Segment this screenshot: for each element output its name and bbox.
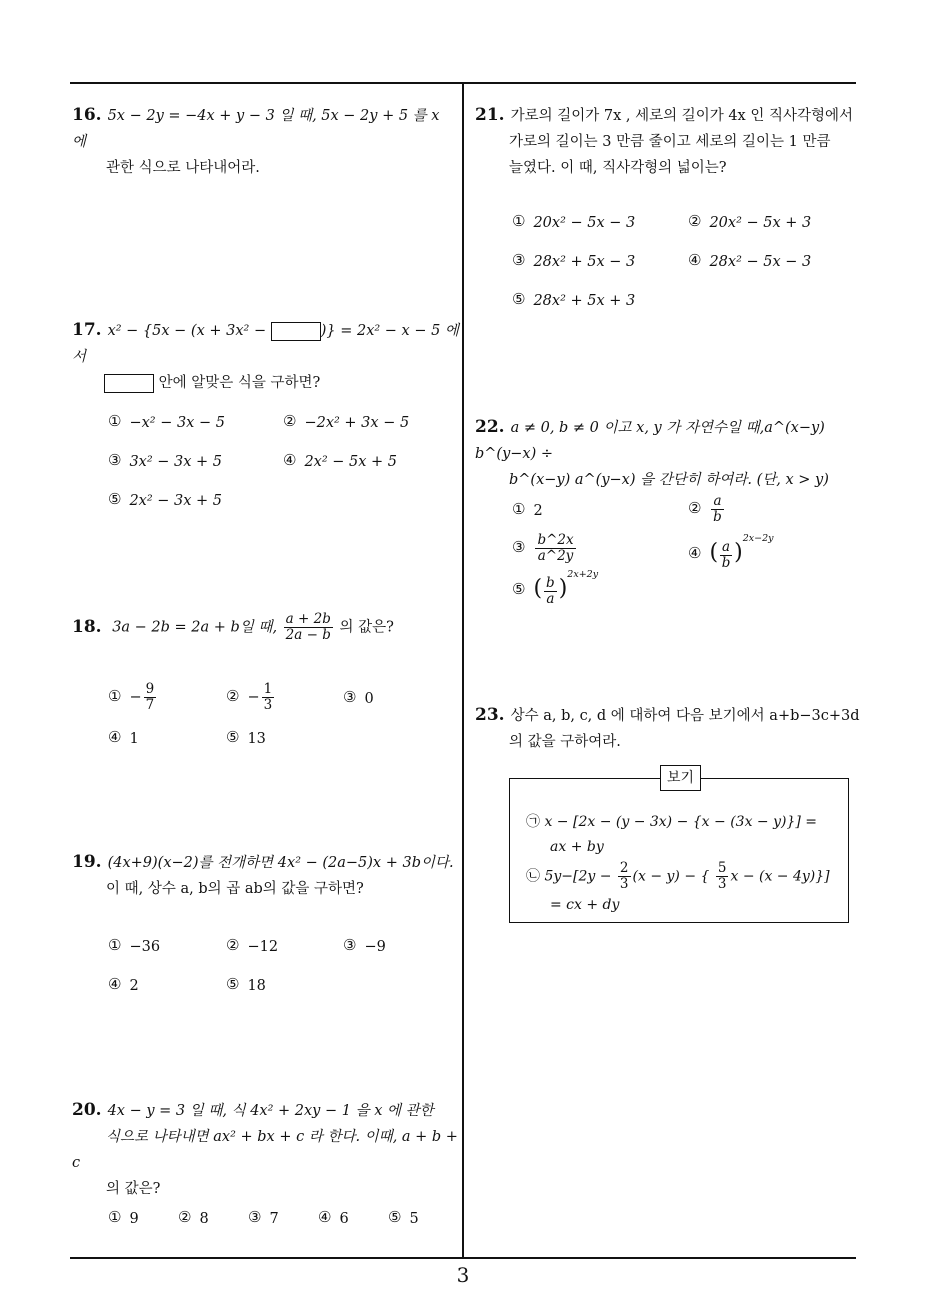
- numerator: b: [546, 574, 555, 591]
- option-text: 28x² + 5x − 3: [533, 254, 636, 270]
- option-mark: ③: [343, 936, 357, 954]
- option-text: 2x² − 3x + 5: [129, 493, 223, 509]
- question-number: 18.: [72, 616, 102, 637]
- option-mark: ①: [108, 412, 122, 430]
- item-mark: ㉡: [526, 868, 540, 885]
- answer-blank: [271, 322, 321, 341]
- option-text: −9: [364, 939, 386, 955]
- question-number: 16.: [72, 105, 102, 125]
- question-19: [72, 849, 462, 902]
- question-text: 상수 a, b, c, d 에 대하여 다음 보기에서 a+b−3c+3d: [510, 708, 860, 724]
- option-text: 5: [409, 1211, 419, 1227]
- option-4[interactable]: [318, 1210, 349, 1227]
- question-text: 가로의 길이는 3 만큼 줄이고 세로의 길이는 1 만큼: [509, 134, 831, 150]
- fraction: [716, 861, 729, 892]
- option-4[interactable]: [688, 253, 811, 270]
- option-1[interactable]: [108, 938, 160, 955]
- option-2[interactable]: [283, 414, 409, 431]
- option-text: −x² − 3x − 5: [129, 415, 225, 431]
- option-mark: ②: [226, 686, 240, 705]
- question-text: 의 값은?: [106, 1181, 161, 1197]
- option-mark: ③: [108, 451, 122, 469]
- paren-right: ): [558, 576, 568, 601]
- question-number: 17.: [72, 320, 102, 340]
- option-1[interactable]: [108, 414, 225, 431]
- option-2[interactable]: [226, 682, 276, 713]
- question-text: 의 값은?: [339, 619, 394, 636]
- question-number: 20.: [72, 1100, 102, 1120]
- option-mark: ④: [108, 975, 122, 993]
- question-20: [72, 1097, 462, 1202]
- question-18: [72, 612, 462, 643]
- option-mark: ③: [248, 1208, 262, 1226]
- bogi-item-1-cont: ax + by: [550, 839, 604, 855]
- question-16: [72, 102, 457, 181]
- option-mark: ⑤: [226, 728, 240, 746]
- option-2[interactable]: [688, 214, 811, 231]
- option-3[interactable]: [108, 453, 222, 470]
- question-text: 관한 식으로 나타내어라.: [106, 160, 260, 176]
- question-21: [475, 102, 865, 181]
- option-text: 2x² − 5x + 5: [304, 454, 398, 470]
- numerator: 9: [145, 681, 155, 697]
- option-text: 28x² − 5x − 3: [709, 254, 812, 270]
- fraction: [262, 682, 275, 713]
- item-text: 5y−[2y −: [544, 868, 612, 885]
- option-text: −2x² + 3x − 5: [304, 415, 410, 431]
- denominator: 3: [619, 876, 629, 892]
- question-text: 가로의 길이가 7x , 세로의 길이가 4x 인 직사각형에서: [510, 108, 853, 124]
- option-text: 6: [339, 1211, 349, 1227]
- option-5[interactable]: [108, 492, 222, 509]
- question-17: [72, 317, 462, 396]
- option-mark: ④: [318, 1208, 332, 1226]
- option-text: 18: [247, 978, 266, 994]
- option-mark: ④: [108, 728, 122, 746]
- option-3[interactable]: [343, 690, 374, 707]
- option-4[interactable]: [283, 453, 397, 470]
- option-text: 20x² − 5x − 3: [533, 215, 636, 231]
- option-mark: ②: [688, 212, 702, 230]
- option-sign: −: [129, 689, 142, 706]
- question-text: 늘였다. 이 때, 직사각형의 넓이는?: [509, 160, 727, 176]
- option-5[interactable]: [512, 569, 598, 607]
- option-3[interactable]: [248, 1210, 279, 1227]
- option-sign: −: [247, 689, 260, 706]
- question-text: 안에 알맞은 식을 구하면?: [158, 375, 321, 391]
- option-5[interactable]: [226, 730, 266, 747]
- option-mark: ①: [512, 212, 526, 230]
- option-2[interactable]: [178, 1210, 209, 1227]
- paren-left: (: [709, 540, 719, 565]
- option-text: 7: [269, 1211, 279, 1227]
- option-mark: ⑤: [226, 975, 240, 993]
- bogi-box: [509, 770, 849, 923]
- question-number: 23.: [475, 705, 505, 725]
- numerator: 5: [717, 860, 727, 876]
- fraction: [618, 861, 631, 892]
- item-text: x − [2x − (y − 3x) − {x − (3x − y)}] =: [544, 814, 818, 830]
- option-text: 28x² + 5x + 3: [533, 293, 636, 309]
- question-number: 21.: [475, 105, 505, 125]
- question-text: 이 때, 상수 a, b의 곱 ab의 값을 구하면?: [106, 881, 364, 897]
- option-text: 0: [364, 691, 374, 707]
- fraction: [720, 540, 732, 571]
- option-3[interactable]: [512, 533, 578, 564]
- option-mark: ⑤: [108, 490, 122, 508]
- bogi-item-1: [526, 811, 817, 831]
- question-number: 19.: [72, 852, 102, 872]
- option-text: 3x² − 3x + 5: [129, 454, 223, 470]
- exponent: 2x−2y: [742, 533, 774, 544]
- question-text: 의 값을 구하여라.: [509, 734, 621, 750]
- option-4[interactable]: [688, 533, 773, 571]
- question-text: 3a − 2b = 2a + b일 때,: [112, 619, 278, 636]
- option-text: 9: [129, 1211, 139, 1227]
- option-1[interactable]: [512, 502, 543, 519]
- paren-left: (: [533, 576, 543, 601]
- option-text: −12: [247, 939, 279, 955]
- option-3[interactable]: [343, 938, 386, 955]
- option-text: 1: [129, 731, 139, 747]
- denominator: b: [713, 509, 722, 525]
- question-text: b^(x−y) a^(y−x) 을 간단히 하여라. (단, x > y): [509, 472, 829, 488]
- option-text: 2: [129, 978, 139, 994]
- denominator: b: [721, 554, 731, 571]
- fraction: [284, 612, 333, 643]
- option-4[interactable]: [108, 730, 139, 747]
- option-text: 2: [533, 503, 543, 519]
- denominator: 3: [717, 876, 727, 892]
- denominator: a: [546, 590, 555, 607]
- denominator: 3: [263, 697, 273, 713]
- option-mark: ②: [226, 936, 240, 954]
- option-mark: ⑤: [388, 1208, 402, 1226]
- option-mark: ④: [688, 544, 702, 562]
- question-23: [475, 702, 865, 755]
- option-mark: ②: [283, 412, 297, 430]
- item-text: x − (x − 4y)}]: [730, 868, 830, 885]
- page-number: 3: [456, 1263, 470, 1287]
- option-1[interactable]: [108, 682, 158, 713]
- option-5[interactable]: [512, 292, 635, 309]
- option-text: 8: [199, 1211, 209, 1227]
- paren-right: ): [734, 540, 743, 565]
- option-mark: ③: [343, 688, 357, 706]
- exponent: 2x+2y: [567, 569, 599, 580]
- denominator: 7: [145, 697, 155, 713]
- option-2[interactable]: [688, 494, 726, 525]
- option-mark: ④: [283, 451, 297, 469]
- numerator: a + 2b: [285, 611, 331, 627]
- question-text: x² − {5x − (x + 3x² −: [107, 323, 267, 339]
- option-3[interactable]: [512, 253, 635, 270]
- option-mark: ⑤: [512, 290, 526, 308]
- option-mark: ①: [108, 1208, 122, 1226]
- option-text: −36: [129, 939, 161, 955]
- fraction: [535, 533, 575, 564]
- question-text: (4x+9)(x−2)를 전개하면 4x² − (2a−5)x + 3b이다.: [107, 855, 454, 871]
- option-mark: ②: [688, 498, 702, 517]
- question-number: 22.: [475, 417, 505, 437]
- option-mark: ①: [108, 936, 122, 954]
- item-text: (x − y) − {: [632, 868, 710, 885]
- denominator: a^2y: [537, 548, 574, 564]
- option-1[interactable]: [108, 1210, 139, 1227]
- option-mark: ①: [108, 686, 122, 705]
- option-mark: ④: [688, 251, 702, 269]
- bogi-title: 보기: [660, 765, 701, 791]
- question-22: [475, 414, 865, 493]
- answer-blank: [104, 374, 154, 393]
- option-text: 20x² − 5x + 3: [709, 215, 812, 231]
- fraction: [144, 682, 157, 713]
- option-5[interactable]: [388, 1210, 419, 1227]
- question-text: a ≠ 0, b ≠ 0 이고 x, y 가 자연수일 때,a^(x−y) b^(y−x) ÷: [475, 420, 825, 462]
- numerator: a: [713, 493, 722, 509]
- option-mark: ③: [512, 251, 526, 269]
- item-mark: ㉠: [526, 814, 540, 830]
- fraction: [711, 494, 723, 525]
- option-2[interactable]: [226, 938, 278, 955]
- option-1[interactable]: [512, 214, 635, 231]
- bogi-item-2-cont: = cx + dy: [550, 897, 620, 913]
- numerator: a: [722, 538, 731, 555]
- question-text: 4x − y = 3 일 때, 식 4x² + 2xy − 1 을 x 에 관한: [107, 1103, 434, 1119]
- numerator: 2: [619, 860, 629, 876]
- option-5[interactable]: [226, 977, 266, 994]
- fraction: [544, 576, 557, 607]
- question-text: )} = 2x² − x − 5 에서: [72, 323, 459, 365]
- option-mark: ①: [512, 500, 526, 518]
- option-text: 13: [247, 731, 266, 747]
- question-text: 5x − 2y = −4x + y − 3 일 때, 5x − 2y + 5 를 x 에: [72, 108, 440, 150]
- question-text: 식으로 나타내면 ax² + bx + c 라 한다. 이때, a + b + c: [72, 1129, 458, 1171]
- column-divider: [462, 82, 464, 1258]
- option-mark: ⑤: [512, 580, 526, 598]
- denominator: 2a − b: [285, 627, 331, 643]
- option-mark: ②: [178, 1208, 192, 1226]
- numerator: 1: [263, 681, 273, 697]
- numerator: b^2x: [537, 532, 574, 548]
- option-mark: ③: [512, 537, 526, 556]
- option-4[interactable]: [108, 977, 139, 994]
- bogi-item-2: [526, 861, 830, 892]
